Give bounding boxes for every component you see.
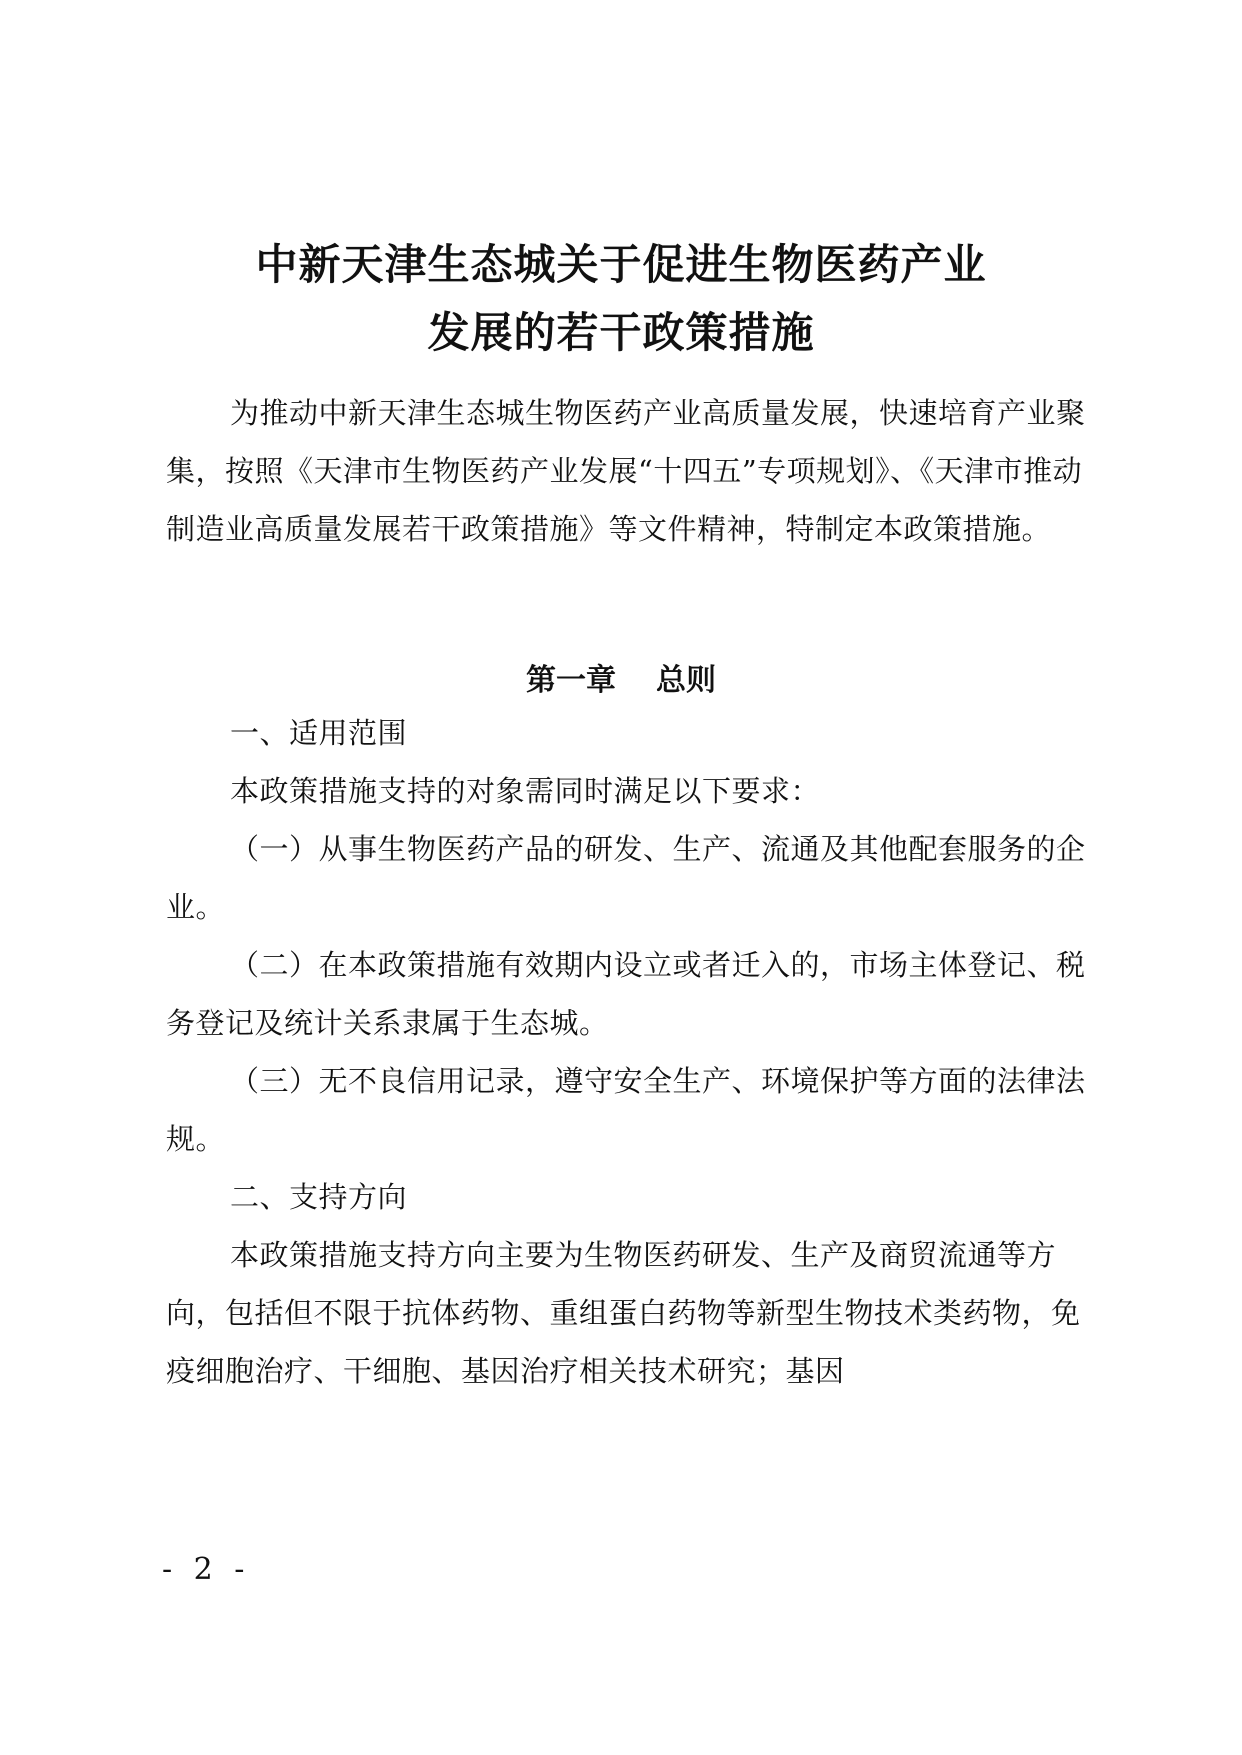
item-3: （三）无不良信用记录，遵守安全生产、环境保护等方面的法律法规。: [166, 1064, 1086, 1156]
page-number: - 2 -: [162, 1552, 251, 1587]
section-1-heading: 一、适用范围: [230, 716, 408, 750]
chapter-heading: [0, 655, 1242, 699]
section-2-body: 本政策措施支持方向主要为生物医药研发、生产及商贸流通等方向，包括但不限于抗体药物、重组蛋白药物等新型生物技术类药物，免疫细胞治疗、干细胞、基因治疗相关技术研究；基因: [166, 1238, 1081, 1388]
document-title-line-2: 发展的若干政策措施: [427, 308, 815, 357]
item-1: （一）从事生物医药产品的研发、生产、流通及其他配套服务的企业。: [166, 832, 1086, 924]
document-title-line-1: 中新天津生态城关于促进生物医药产业: [255, 240, 987, 289]
section-2-heading: 二、支持方向: [230, 1180, 408, 1214]
item-2: （二）在本政策措施有效期内设立或者迁入的，市场主体登记、税务登记及统计关系隶属于生态城。: [166, 948, 1086, 1040]
chapter-number: 第一章: [526, 663, 616, 698]
section-1-lead: 本政策措施支持的对象需同时满足以下要求：: [230, 774, 821, 808]
intro-paragraph: 为推动中新天津生态城生物医药产业高质量发展，快速培育产业聚集，按照《天津市生物医药产业发展“十四五”专项规划》、《天津市推动制造业高质量发展若干政策措施》等文件精神，特制定本政策措施。: [166, 396, 1086, 546]
chapter-name: 总则: [656, 663, 716, 698]
